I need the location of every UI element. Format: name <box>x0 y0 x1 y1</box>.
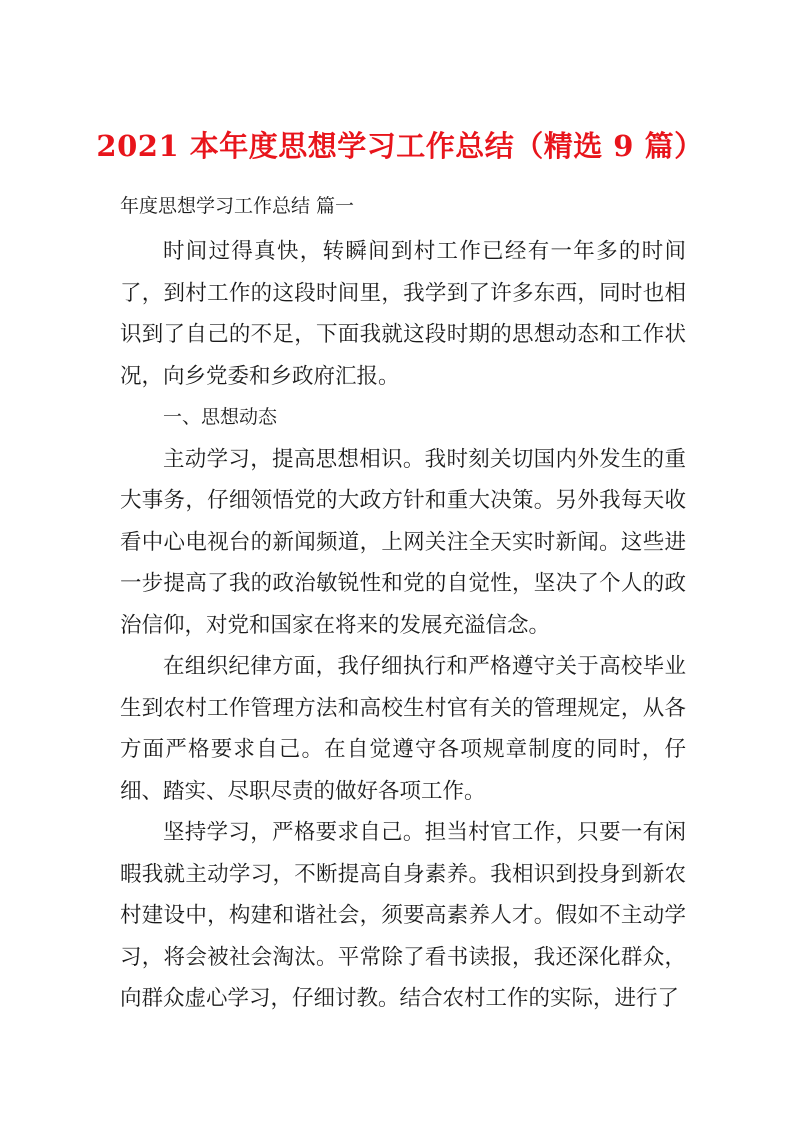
document-title: 2021 本年度思想学习工作总结（精选 9 篇） <box>96 129 704 163</box>
paragraph-intro: 时间过得真快，转瞬间到村工作已经有一年多的时间了，到村工作的这段时间里，我学到了许多东西，同时也相识到了自己的不足，下面我就这段时期的思想动态和工作状况，向乡党委和乡政府汇报。 <box>120 239 686 389</box>
paragraph-active-study: 主动学习，提高思想相识。我时刻关切国内外发生的重大事务，仔细领悟党的大政方针和重大决策。另外我每天收看中心电视台的新闻频道，上网关注全天实时新闻。这些进一步提高了我的政治敏锐性和党的自觉性，坚决了个人的政治信仰，对党和国家在将来的发展充溢信念。 <box>120 446 686 638</box>
section-heading-thought: 一、思想动态 <box>163 406 278 428</box>
paragraph-discipline: 在组织纪律方面，我仔细执行和严格遵守关于高校毕业生到农村工作管理方法和高校生村官有关的管理规定，从各方面严格要求自己。在自觉遵守各项规章制度的同时，仔细、踏实、尽职尽责的做好各项工作。 <box>120 654 686 804</box>
document-body <box>120 191 686 1020</box>
section-subtitle: 年度思想学习工作总结 篇一 <box>120 195 355 217</box>
paragraph-keep-learning: 坚持学习，严格要求自己。担当村官工作，只要一有闲暇我就主动学习，不断提高自身素养。我相识到投身到新农村建设中，构建和谐社会，须要高素养人才。假如不主动学习，将会被社会淘汰。平常除了看书读报，我还深化群众，向群众虚心学习，仔细讨教。结合农村工作的实际，进行了 <box>120 820 686 1011</box>
